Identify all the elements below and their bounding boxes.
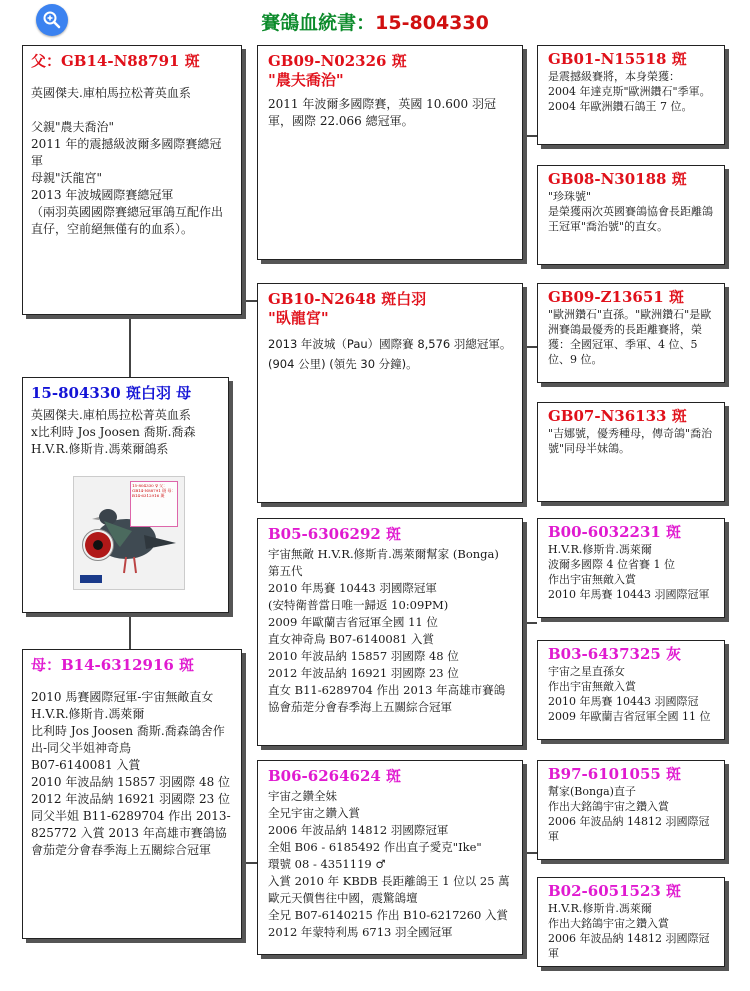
great-grandparent-card [537,45,725,145]
subject-card [22,377,229,613]
pigeon-photo [73,476,185,590]
great-grandparent-ring: B00-6032231 斑 [548,523,682,541]
connector-line [523,135,537,137]
title-prefix: 賽鴿血統書： [261,12,376,34]
great-grandparent-card [537,640,725,740]
great-grandparent-card [537,760,725,860]
great-grandparent-ring: GB01-N15518 斑 [548,50,687,68]
page-title [0,8,750,35]
great-grandparent-ring: B03-6437325 灰 [548,645,682,663]
subject-heading: 15-804330 斑白羽 母 [31,384,192,402]
great-grandparent-ring: B97-6101055 斑 [548,765,682,783]
great-grandparent-card [537,402,725,502]
maternal-grandfather-card [257,518,523,746]
great-grandparent-card [537,165,725,265]
father-card [22,45,242,315]
great-grandparent-ring: GB09-Z13651 斑 [548,288,684,306]
mother-details: 2010 馬賽國際冠軍-宇宙無敵直女 H.V.R.修斯肯.馮萊爾 比利時 Jos Joosen 喬斯.喬森鴿舍作出-同父半姐神奇鳥 B07-6140081 入賞 2010 年波品納 15857 羽國際 48 位 2012 年波品納 16921 羽國際 23 位 同父半姐 B11-6289704 作出 2013-825772 入賞 2013 年高雄市賽鴿協會茄萣分會春季海上五關綜合冠軍 [31,690,231,857]
great-grandparent-ring: GB07-N36133 斑 [548,407,687,425]
maternal-grandmother-details: 宇宙之鑽全妹 全兄宇宙之鑽入賞 2006 年波品納 14812 羽國際冠軍 全姐 B06 - 6185492 作出直子愛克"Ike" 環號 08 - 4351119 ♂ 入賞 2010 年 KBDB 長距離鴿王 1 位以 25 萬歐元天價售往中國，震驚鴿壇 全兄 B07-6140215 作出 B10-6217260 入賞 2012 年蒙特利馬 6713 羽全國冠軍 [268,789,510,939]
mother-heading: 母：B14-6312916 斑 [31,656,195,674]
connector-line [129,613,131,649]
subject-details: 英國傑夫.庫柏馬拉松菁英血系 x比利時 Jos Joosen 喬斯.喬森 H.V.R.修斯肯.馮萊爾鴿系 [31,408,196,456]
eye-sign-image [82,529,114,561]
father-heading: 父：GB14-N88791 斑 [31,52,200,70]
paternal-grandfather-nickname: "農夫喬治" [268,71,344,89]
connector-line [241,300,257,302]
great-grandparent-details: 是震撼級賽將，本身榮獲： 2004 年達克斯"歐洲鑽石"季軍。 2004 年歐洲鑽石鴿王 7 位。 [548,70,711,113]
title-ring-number: 15-804330 [375,12,489,34]
great-grandparent-details: "珍珠號" 是榮獲兩次英國賽鴿協會長距離鴿王冠軍"喬治號"的直女。 [548,190,713,233]
connector-line [241,862,257,864]
paternal-grandfather-card [257,45,523,260]
maternal-grandfather-details: 宇宙無敵 H.V.R.修斯肯.馮萊爾幫家 (Bonga) 第五代 2010 年馬賽 10443 羽國際冠軍 (安特衛普當日唯一歸返 10:09PM) 2009 年歐蘭吉省冠軍全國 11 位 直女神奇鳥 B07-6140081 入賞 2010 年波品納 15857 羽國際 48 位 2012 年波品納 16921 羽國際 23 位 直女 B11-6289704 作出 2013 年高雄市賽鴿協會茄萣分會春季海上五關綜合冠軍 [268,547,506,714]
father-details: 英國傑夫.庫柏馬拉松菁英血系 父親"農夫喬治" 2011 年的震撼級波爾多國際賽總冠軍 母親"沃龍宮" 2013 年波城國際賽總冠軍 （兩羽英國國際賽總冠軍鴿互配作出直仔，空前絕無僅有的血系）。 [31,86,224,236]
connector-line [129,315,131,377]
great-grandparent-details: 幫家(Bonga)直子 作出大銘鴿宇宙之鑽入賞 2006 年波品納 14812 羽國際冠軍 [548,785,710,843]
great-grandparent-details: H.V.R.修斯肯.馮萊爾 波爾多國際 4 位省賽 1 位 作出宇宙無敵入賞 2010 年馬賽 10443 羽國際冠軍 [548,543,710,601]
connector-line [523,346,537,348]
paternal-grandmother-ring: GB10-N2648 斑白羽 [268,290,427,308]
paternal-grandmother-details: 2013 年波城（Pau）國際賽 8,576 羽總冠軍。 (904 公里) (領先 30 分鐘)。 [268,337,512,371]
maternal-grandfather-ring: B05-6306292 斑 [268,525,402,543]
great-grandparent-details: "吉娜號，優秀種母，傳奇鴿"喬治號"同母半妹鴿。 [548,427,713,455]
great-grandparent-card [537,283,725,383]
maternal-grandmother-card [257,760,523,955]
great-grandparent-card [537,518,725,618]
maternal-grandmother-ring: B06-6264624 斑 [268,767,402,785]
paternal-grandfather-ring: GB09-N02326 斑 [268,52,407,70]
breeder-logo [80,575,102,583]
paternal-grandmother-card [257,283,523,503]
connector-line [523,852,537,854]
connector-line [523,622,537,624]
great-grandparent-details: H.V.R.修斯肯.馮萊爾 作出大銘鴿宇宙之鑽入賞 2006 年波品納 14812 羽國際冠軍 [548,902,710,960]
great-grandparent-ring: B02-6051523 斑 [548,882,682,900]
paternal-grandfather-details: 2011 年波爾多國際賽，英國 10.600 羽冠軍，國際 22.066 總冠軍。 [268,97,496,128]
photo-info-plate: 15-804330 ♀ 父：GB14-N88791 斑 母：B14-6312916 斑 [130,481,178,527]
great-grandparent-details: 宇宙之星直孫女 作出宇宙無敵入賞 2010 年馬賽 10443 羽國際冠 2009 年歐蘭吉省冠軍全國 11 位 [548,665,711,723]
mother-card [22,649,242,939]
great-grandparent-ring: GB08-N30188 斑 [548,170,687,188]
great-grandparent-details: "歐洲鑽石"直孫。"歐洲鑽石"是歐洲賽鴿最優秀的長距離賽將，榮獲：全國冠軍、季軍、4 位、5 位、9 位。 [548,308,712,366]
paternal-grandmother-nickname: "臥龍宮" [268,309,329,327]
great-grandparent-card [537,877,725,967]
